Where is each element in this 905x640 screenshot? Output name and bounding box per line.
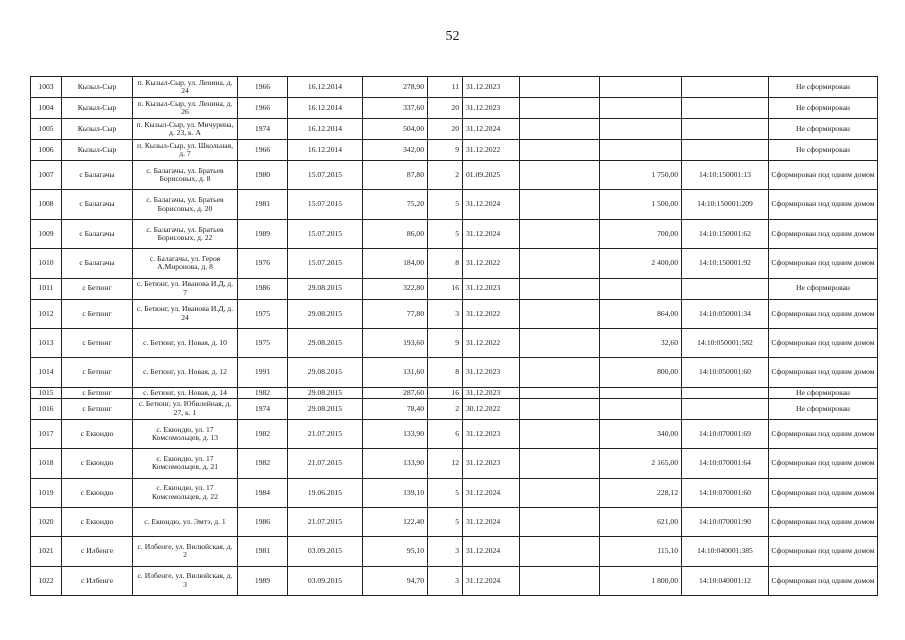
cell-deadline: 31.12.2022 <box>463 299 520 328</box>
cell-address: с. Балагачы, ул. Героя А.Миронова, д. 8 <box>133 249 238 278</box>
cell-land-status: Сформирован под одним домом <box>769 328 878 357</box>
cell-row-number: 1011 <box>31 278 62 299</box>
cell-cadastral-number <box>682 398 769 419</box>
cell-year-built: 1984 <box>238 478 288 507</box>
cell-deadline: 31.12.2024 <box>463 119 520 140</box>
cell-cadastral-number <box>682 278 769 299</box>
cell-land-status: Сформирован под одним домом <box>769 219 878 248</box>
cell-deadline: 30.12.2022 <box>463 398 520 419</box>
cell-deadline: 01.09.2025 <box>463 161 520 190</box>
cell-land-area: 1 800,00 <box>600 566 682 595</box>
cell-area: 133,90 <box>363 449 428 478</box>
cell-row-number: 1007 <box>31 161 62 190</box>
cell-empty-col <box>520 299 600 328</box>
cell-residents: 5 <box>428 507 463 536</box>
cell-empty-col <box>520 219 600 248</box>
cell-land-status: Не сформирован <box>769 98 878 119</box>
cell-cadastral-number: 14:10:150001:209 <box>682 190 769 219</box>
cell-settlement: с Бетюнг <box>62 299 133 328</box>
cell-year-built: 1982 <box>238 387 288 398</box>
cell-settlement: Кызыл-Сыр <box>62 98 133 119</box>
cell-land-area: 2 165,00 <box>600 449 682 478</box>
cell-deadline: 31.12.2022 <box>463 140 520 161</box>
cell-area: 122,40 <box>363 507 428 536</box>
cell-residents: 6 <box>428 419 463 448</box>
cell-address: с. Екюндю, ул. Эмтэ, д. 1 <box>133 507 238 536</box>
cell-row-number: 1020 <box>31 507 62 536</box>
cell-year-built: 1975 <box>238 328 288 357</box>
cell-date-recognized: 29.08.2015 <box>288 328 363 357</box>
cell-address: с. Бетюнг, ул. Новая, д. 14 <box>133 387 238 398</box>
cell-address: с. Екюндю, ул. 17 Комсомольцев, д. 21 <box>133 449 238 478</box>
cell-address: с. Балагачы, ул. Братьев Борисовых, д. 8 <box>133 161 238 190</box>
cell-date-recognized: 03.09.2015 <box>288 537 363 566</box>
cell-row-number: 1006 <box>31 140 62 161</box>
cell-land-status: Сформирован под одним домом <box>769 566 878 595</box>
cell-land-area: 340,00 <box>600 419 682 448</box>
cell-empty-col <box>520 478 600 507</box>
cell-row-number: 1012 <box>31 299 62 328</box>
table-row <box>31 278 878 299</box>
cell-empty-col <box>520 140 600 161</box>
cell-empty-col <box>520 328 600 357</box>
cell-date-recognized: 21.07.2015 <box>288 449 363 478</box>
cell-area: 504,00 <box>363 119 428 140</box>
table-row <box>31 537 878 566</box>
cell-year-built: 1991 <box>238 358 288 387</box>
cell-land-status: Сформирован под одним домом <box>769 507 878 536</box>
cell-year-built: 1986 <box>238 507 288 536</box>
cell-area: 133,90 <box>363 419 428 448</box>
table-row <box>31 387 878 398</box>
cell-area: 95,10 <box>363 537 428 566</box>
cell-settlement: с Бетюнг <box>62 398 133 419</box>
cell-date-recognized: 03.09.2015 <box>288 566 363 595</box>
cell-settlement: с Бетюнг <box>62 328 133 357</box>
table-row <box>31 219 878 248</box>
cell-settlement: с Балагачы <box>62 190 133 219</box>
cell-land-status: Сформирован под одним домом <box>769 478 878 507</box>
cell-empty-col <box>520 98 600 119</box>
cell-area: 184,00 <box>363 249 428 278</box>
cell-row-number: 1016 <box>31 398 62 419</box>
cell-date-recognized: 29.08.2015 <box>288 398 363 419</box>
cell-year-built: 1966 <box>238 98 288 119</box>
cell-year-built: 1986 <box>238 278 288 299</box>
cell-deadline: 31.12.2024 <box>463 566 520 595</box>
cell-area: 87,80 <box>363 161 428 190</box>
table-row <box>31 398 878 419</box>
cell-empty-col <box>520 507 600 536</box>
cell-cadastral-number: 14:10:150001:92 <box>682 249 769 278</box>
cell-settlement: с Екюндю <box>62 478 133 507</box>
cell-area: 193,60 <box>363 328 428 357</box>
cell-cadastral-number: 14:10:070001:69 <box>682 419 769 448</box>
cell-deadline: 31.12.2024 <box>463 537 520 566</box>
cell-empty-col <box>520 537 600 566</box>
cell-land-area <box>600 119 682 140</box>
cell-land-status: Сформирован под одним домом <box>769 161 878 190</box>
cell-address: с. Бетюнг, ул. Новая, д. 12 <box>133 358 238 387</box>
cell-row-number: 1004 <box>31 98 62 119</box>
cell-year-built: 1975 <box>238 299 288 328</box>
cell-deadline: 31.12.2023 <box>463 98 520 119</box>
cell-land-status: Сформирован под одним домом <box>769 449 878 478</box>
cell-area: 86,00 <box>363 219 428 248</box>
table-row <box>31 449 878 478</box>
cell-row-number: 1014 <box>31 358 62 387</box>
cell-date-recognized: 15.07.2015 <box>288 249 363 278</box>
cell-year-built: 1982 <box>238 449 288 478</box>
cell-area: 94,70 <box>363 566 428 595</box>
cell-date-recognized: 15.07.2015 <box>288 161 363 190</box>
cell-area: 287,60 <box>363 387 428 398</box>
cell-residents: 5 <box>428 190 463 219</box>
cell-settlement: с Илбенге <box>62 537 133 566</box>
cell-area: 342,00 <box>363 140 428 161</box>
table-row <box>31 161 878 190</box>
cell-row-number: 1003 <box>31 77 62 98</box>
cell-land-status: Не сформирован <box>769 119 878 140</box>
cell-residents: 12 <box>428 449 463 478</box>
cell-land-status: Сформирован под одним домом <box>769 190 878 219</box>
cell-land-area <box>600 278 682 299</box>
table-row <box>31 119 878 140</box>
cell-area: 278,90 <box>363 77 428 98</box>
cell-settlement: с Бетюнг <box>62 278 133 299</box>
table-row <box>31 77 878 98</box>
cell-empty-col <box>520 566 600 595</box>
table-row <box>31 328 878 357</box>
cell-empty-col <box>520 398 600 419</box>
cell-year-built: 1974 <box>238 398 288 419</box>
cell-land-status: Не сформирован <box>769 387 878 398</box>
cell-empty-col <box>520 161 600 190</box>
cell-date-recognized: 29.08.2015 <box>288 299 363 328</box>
cell-empty-col <box>520 77 600 98</box>
cell-cadastral-number: 14:10:070001:60 <box>682 478 769 507</box>
cell-land-status: Сформирован под одним домом <box>769 358 878 387</box>
cell-land-area: 2 400,00 <box>600 249 682 278</box>
cell-year-built: 1980 <box>238 161 288 190</box>
cell-deadline: 31.12.2023 <box>463 419 520 448</box>
table-row <box>31 566 878 595</box>
cell-empty-col <box>520 358 600 387</box>
cell-settlement: с Балагачы <box>62 219 133 248</box>
cell-address: с. Балагачы, ул. Братьев Борисовых, д. 22 <box>133 219 238 248</box>
cell-residents: 2 <box>428 398 463 419</box>
cell-cadastral-number: 14:10:150001:13 <box>682 161 769 190</box>
cell-empty-col <box>520 419 600 448</box>
cell-date-recognized: 16.12.2014 <box>288 140 363 161</box>
cell-cadastral-number: 14:10:070001:64 <box>682 449 769 478</box>
cell-row-number: 1009 <box>31 219 62 248</box>
cell-row-number: 1013 <box>31 328 62 357</box>
cell-deadline: 31.12.2024 <box>463 190 520 219</box>
table-row <box>31 140 878 161</box>
cell-date-recognized: 29.08.2015 <box>288 358 363 387</box>
table-row <box>31 299 878 328</box>
cell-cadastral-number: 14:10:040001:12 <box>682 566 769 595</box>
cell-land-area <box>600 98 682 119</box>
cell-date-recognized: 16.12.2014 <box>288 98 363 119</box>
cell-land-area <box>600 140 682 161</box>
cell-empty-col <box>520 119 600 140</box>
cell-date-recognized: 21.07.2015 <box>288 419 363 448</box>
cell-year-built: 1974 <box>238 119 288 140</box>
table-row <box>31 98 878 119</box>
cell-row-number: 1015 <box>31 387 62 398</box>
cell-cadastral-number <box>682 77 769 98</box>
cell-settlement: Кызыл-Сыр <box>62 119 133 140</box>
housing-registry-table <box>30 76 878 596</box>
cell-date-recognized: 21.07.2015 <box>288 507 363 536</box>
cell-year-built: 1981 <box>238 190 288 219</box>
cell-area: 139,10 <box>363 478 428 507</box>
cell-address: с. Балагачы, ул. Братьев Борисовых, д. 20 <box>133 190 238 219</box>
cell-cadastral-number: 14:10:150001:62 <box>682 219 769 248</box>
cell-address: с. Екюндю, ул. 17 Комсомольцев, д. 22 <box>133 478 238 507</box>
cell-address: п. Кызыл-Сыр, ул. Мичурина, д. 23, к. А <box>133 119 238 140</box>
cell-area: 78,40 <box>363 398 428 419</box>
cell-year-built: 1982 <box>238 419 288 448</box>
cell-address: п. Кызыл-Сыр, ул. Ленина, д. 26 <box>133 98 238 119</box>
cell-residents: 3 <box>428 537 463 566</box>
cell-settlement: Кызыл-Сыр <box>62 77 133 98</box>
cell-cadastral-number <box>682 140 769 161</box>
cell-date-recognized: 15.07.2015 <box>288 219 363 248</box>
cell-area: 75,20 <box>363 190 428 219</box>
cell-residents: 16 <box>428 278 463 299</box>
cell-land-area: 115,10 <box>600 537 682 566</box>
cell-land-status: Сформирован под одним домом <box>769 419 878 448</box>
cell-row-number: 1010 <box>31 249 62 278</box>
page-number: 52 <box>445 29 460 44</box>
cell-land-area: 800,00 <box>600 358 682 387</box>
cell-date-recognized: 29.08.2015 <box>288 278 363 299</box>
cell-deadline: 31.12.2023 <box>463 278 520 299</box>
cell-land-area <box>600 398 682 419</box>
cell-land-area <box>600 387 682 398</box>
cell-deadline: 31.12.2024 <box>463 507 520 536</box>
cell-empty-col <box>520 190 600 219</box>
cell-settlement: с Бетюнг <box>62 387 133 398</box>
cell-address: п. Кызыл-Сыр, ул. Ленина, д. 24 <box>133 77 238 98</box>
cell-empty-col <box>520 249 600 278</box>
cell-deadline: 31.12.2023 <box>463 387 520 398</box>
cell-settlement: с Екюндю <box>62 507 133 536</box>
cell-cadastral-number: 14:10:050001:582 <box>682 328 769 357</box>
cell-area: 131,60 <box>363 358 428 387</box>
cell-cadastral-number: 14:10:040001:385 <box>682 537 769 566</box>
cell-land-status: Не сформирован <box>769 77 878 98</box>
cell-land-area: 621,00 <box>600 507 682 536</box>
cell-row-number: 1021 <box>31 537 62 566</box>
cell-residents: 5 <box>428 478 463 507</box>
cell-settlement: с Илбенге <box>62 566 133 595</box>
cell-year-built: 1989 <box>238 219 288 248</box>
cell-cadastral-number: 14:10:070001:90 <box>682 507 769 536</box>
cell-date-recognized: 16.12.2014 <box>288 119 363 140</box>
cell-land-status: Не сформирован <box>769 140 878 161</box>
cell-cadastral-number <box>682 387 769 398</box>
cell-residents: 9 <box>428 140 463 161</box>
cell-year-built: 1966 <box>238 77 288 98</box>
cell-deadline: 31.12.2023 <box>463 77 520 98</box>
cell-residents: 16 <box>428 387 463 398</box>
cell-settlement: с Екюндю <box>62 449 133 478</box>
cell-year-built: 1976 <box>238 249 288 278</box>
cell-year-built: 1989 <box>238 566 288 595</box>
cell-address: с. Илбенге, ул. Вилюйская, д. 3 <box>133 566 238 595</box>
cell-residents: 2 <box>428 161 463 190</box>
cell-row-number: 1018 <box>31 449 62 478</box>
cell-row-number: 1022 <box>31 566 62 595</box>
cell-year-built: 1981 <box>238 537 288 566</box>
cell-residents: 5 <box>428 219 463 248</box>
cell-deadline: 31.12.2023 <box>463 449 520 478</box>
cell-land-status: Не сформирован <box>769 398 878 419</box>
table-row <box>31 358 878 387</box>
cell-date-recognized: 19.06.2015 <box>288 478 363 507</box>
cell-land-area: 700,00 <box>600 219 682 248</box>
cell-deadline: 31.12.2024 <box>463 478 520 507</box>
cell-row-number: 1017 <box>31 419 62 448</box>
cell-cadastral-number: 14:10:050001:60 <box>682 358 769 387</box>
cell-address: с. Бетюнг, ул. Иванова И.Д, д. 24 <box>133 299 238 328</box>
cell-area: 322,80 <box>363 278 428 299</box>
cell-land-area: 32,60 <box>600 328 682 357</box>
cell-settlement: с Екюндю <box>62 419 133 448</box>
cell-land-status: Не сформирован <box>769 278 878 299</box>
cell-area: 77,80 <box>363 299 428 328</box>
cell-cadastral-number <box>682 98 769 119</box>
cell-residents: 11 <box>428 77 463 98</box>
cell-date-recognized: 29.08.2015 <box>288 387 363 398</box>
cell-residents: 3 <box>428 566 463 595</box>
cell-empty-col <box>520 278 600 299</box>
cell-year-built: 1966 <box>238 140 288 161</box>
cell-address: с. Екюндю, ул. 17 Комсомольцев, д. 13 <box>133 419 238 448</box>
cell-date-recognized: 15.07.2015 <box>288 190 363 219</box>
cell-address: п. Кызыл-Сыр, ул. Школьная, д. 7 <box>133 140 238 161</box>
cell-land-area: 1 500,00 <box>600 190 682 219</box>
cell-row-number: 1019 <box>31 478 62 507</box>
cell-residents: 20 <box>428 98 463 119</box>
cell-address: с. Бетюнг, ул. Иванова И.Д, д. 7 <box>133 278 238 299</box>
cell-deadline: 31.12.2023 <box>463 358 520 387</box>
cell-settlement: с Балагачы <box>62 161 133 190</box>
cell-land-area: 228,12 <box>600 478 682 507</box>
cell-land-area: 1 750,00 <box>600 161 682 190</box>
cell-settlement: Кызыл-Сыр <box>62 140 133 161</box>
cell-empty-col <box>520 387 600 398</box>
table-row <box>31 419 878 448</box>
cell-land-status: Сформирован под одним домом <box>769 537 878 566</box>
cell-address: с. Бетюнг, ул. Юбилейная, д. 27, к. 1 <box>133 398 238 419</box>
table-row <box>31 190 878 219</box>
cell-address: с. Илбенге, ул. Вилюйская, д. 2 <box>133 537 238 566</box>
cell-residents: 20 <box>428 119 463 140</box>
cell-empty-col <box>520 449 600 478</box>
cell-address: с. Бетюнг, ул. Новая, д. 10 <box>133 328 238 357</box>
cell-residents: 3 <box>428 299 463 328</box>
cell-row-number: 1005 <box>31 119 62 140</box>
cell-deadline: 31.12.2024 <box>463 219 520 248</box>
cell-land-area <box>600 77 682 98</box>
cell-area: 337,60 <box>363 98 428 119</box>
cell-residents: 9 <box>428 328 463 357</box>
table-row <box>31 507 878 536</box>
table-row <box>31 249 878 278</box>
cell-deadline: 31.12.2022 <box>463 328 520 357</box>
cell-land-status: Сформирован под одним домом <box>769 249 878 278</box>
cell-land-status: Сформирован под одним домом <box>769 299 878 328</box>
cell-row-number: 1008 <box>31 190 62 219</box>
cell-date-recognized: 16.12.2014 <box>288 77 363 98</box>
cell-cadastral-number <box>682 119 769 140</box>
table-row <box>31 478 878 507</box>
cell-land-area: 864,00 <box>600 299 682 328</box>
cell-settlement: с Балагачы <box>62 249 133 278</box>
cell-cadastral-number: 14:10:050001:34 <box>682 299 769 328</box>
cell-residents: 8 <box>428 249 463 278</box>
cell-settlement: с Бетюнг <box>62 358 133 387</box>
cell-residents: 8 <box>428 358 463 387</box>
cell-deadline: 31.12.2022 <box>463 249 520 278</box>
